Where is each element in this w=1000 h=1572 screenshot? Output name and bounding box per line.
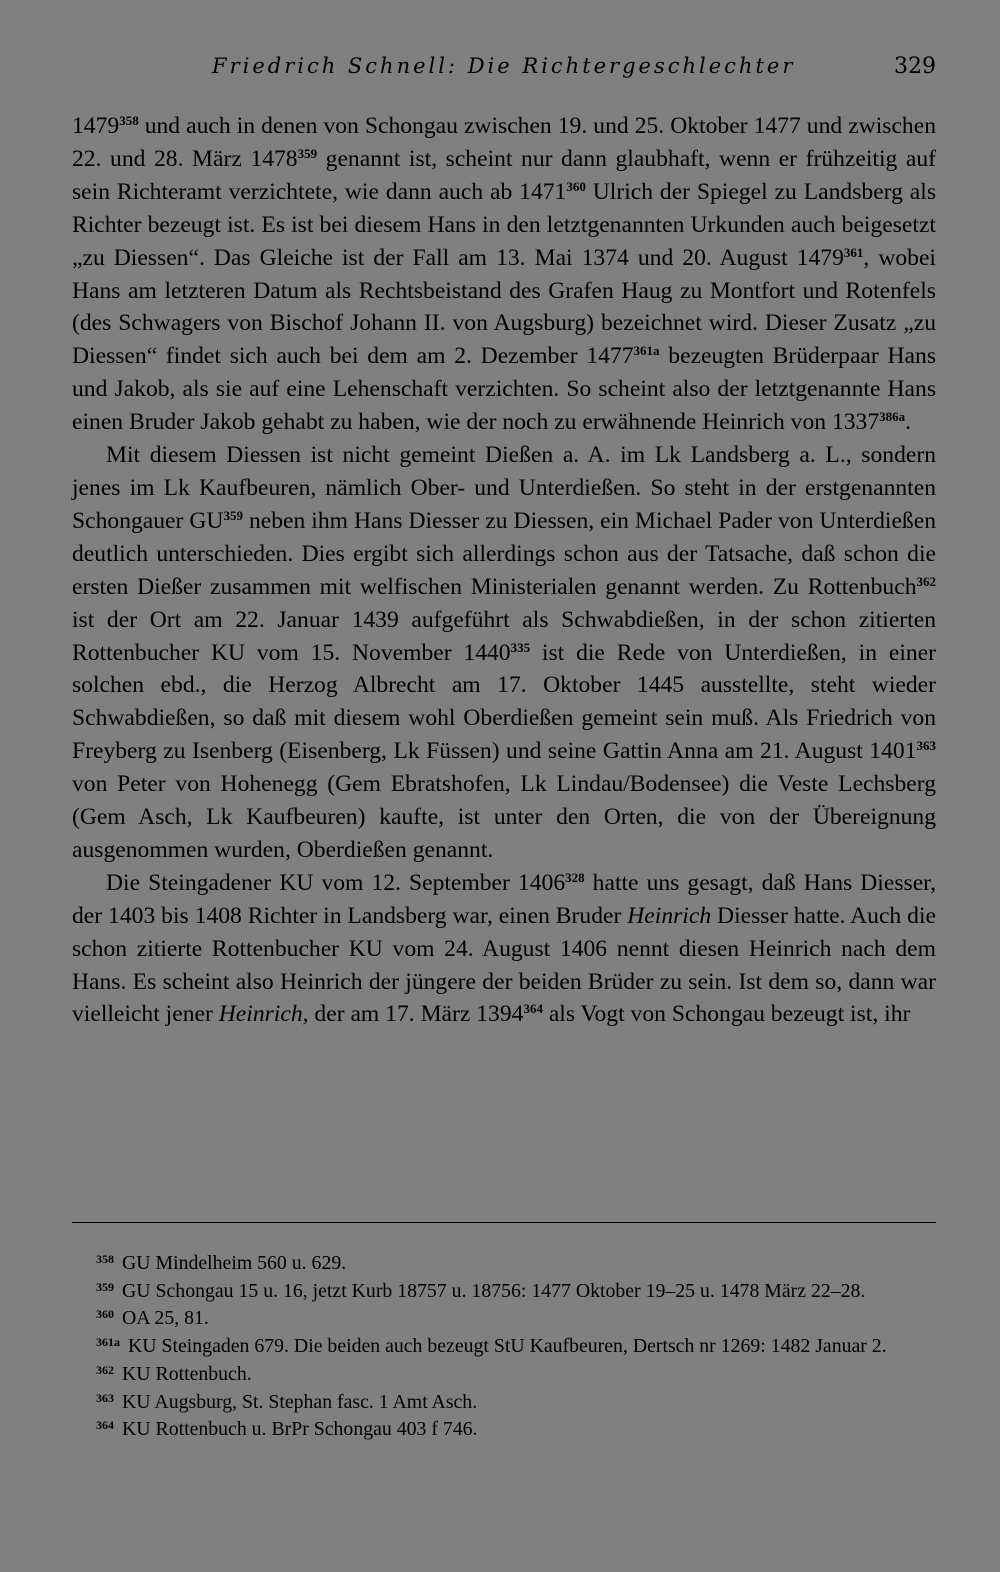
footnote [72, 1250, 936, 1278]
footnote-text: GU Schongau 15 u. 16, jetzt Kurb 18757 u. 18756: 1477 Oktober 19–25 u. 1478 März 22–28. [122, 1279, 866, 1302]
body-paragraph [72, 439, 936, 867]
footnote-text: GU Mindelheim 560 u. 629. [122, 1252, 347, 1274]
text-run: Mit diesem Diessen ist nicht gemeint Dießen a. A. im Lk Landsberg a. L., sondern jenes im Lk Kaufbeuren, nämlich Ober- und Unterdießen. So steht in der erstgenannten Schongauer GU [72, 442, 936, 534]
footnotes [72, 1250, 936, 1444]
footnote-reference: 359 [297, 145, 318, 161]
text-run: von Peter von Hohenegg (Gem Ebratshofen, Lk Lindau/Bodensee) die Veste Lechsberg (Gem Asch, Lk Kaufbeuren) kaufte, ist unter den Orten, die von der Übereignung ausgenommen wurden, Oberdießen genannt. [72, 771, 936, 863]
footnote-number: 361a [96, 1335, 120, 1350]
text-run: ist der Ort am 22. Januar 1439 aufgeführt als Schwabdießen, in der schon zitierten Rottenbucher KU vom 15. November 1440 [72, 606, 936, 666]
footnote-number: 364 [96, 1418, 114, 1433]
italic-text: Heinrich [627, 902, 712, 929]
body-paragraph [72, 867, 936, 1032]
footnote-reference: 361a [633, 343, 660, 359]
running-head [72, 54, 936, 88]
text-run: genannt ist, scheint nur dann glaubhaft, wenn er frühzeitig auf sein Richteramt verzichtete, wie dann auch ab 1471 [72, 145, 936, 205]
footnote-text: KU Rottenbuch. [122, 1362, 252, 1385]
text-run: Ulrich der Spiegel zu Landsberg als Richter bezeugt ist. Es ist bei diesem Hans in den letztgenannten Urkunden auch beigesetzt „zu Diessen“. Das Gleiche ist der Fall am 13. Mai 1374 und 20. August 1479 [72, 178, 936, 271]
text-run: , wobei Hans am letzteren Datum als Rechtsbeistand des Grafen Haug zu Montfort und Rotenfels (des Schwagers von Bischof Johann II. von Augsburg) bezeichnet wird. Dieser Zusatz „zu Diessen“ findet sich auch bei dem am 2. Dezember 1477 [72, 244, 936, 370]
footnote-text: KU Augsburg, St. Stephan fasc. 1 Amt Asch. [122, 1390, 478, 1413]
footnote-number: 358 [96, 1252, 114, 1266]
footnote-number: 362 [96, 1362, 114, 1377]
footnote-reference: 361 [843, 244, 864, 260]
book-page [72, 54, 936, 1544]
footnote-reference: 358 [119, 113, 139, 128]
text-run: der am 17. März 1394 [308, 1001, 524, 1028]
body-paragraph [72, 110, 936, 439]
footnote [72, 1278, 936, 1306]
footnote-reference: 335 [510, 639, 531, 655]
text-run: als Vogt von Schongau bezeugt ist, ihr [542, 1001, 911, 1028]
italic-text: Heinrich, [218, 1001, 309, 1028]
running-head-title: Friedrich Schnell: Die Richtergeschlechter [212, 54, 796, 78]
footnote-reference: 386a [879, 409, 906, 425]
text-run: Diesser hatte. Auch die schon zitierte Rottenbucher KU vom 24. August 1406 nennt diesen Heinrich nach dem Hans. Es scheint also Heinrich der jüngere der beiden Brüder zu sein. Ist dem so, dann war vielleicht jener [72, 902, 936, 1028]
footnote-number: 359 [96, 1279, 114, 1294]
footnote-reference: 362 [916, 573, 936, 589]
footnote-reference: 363 [916, 738, 936, 754]
footnote-text: KU Steingaden 679. Die beiden auch bezeugt StU Kaufbeuren, Dertsch nr 1269: 1482 Januar 2. [128, 1335, 887, 1358]
footnote [72, 1333, 936, 1361]
text-run: . [905, 409, 912, 436]
footnote [72, 1305, 936, 1333]
text-run: bezeugten Brüderpaar Hans und Jakob, als sie auf eine Lehenschaft verzichten. So scheint also der letztgenannte Hans einen Bruder Jakob gehabt zu haben, wie der noch zu erwähnende Heinrich von 1337 [72, 343, 936, 436]
page-number: 329 [894, 54, 936, 79]
footnote-reference: 359 [223, 507, 243, 523]
footnote [72, 1389, 936, 1417]
text-run: hatte uns gesagt, daß Hans Diesser, der 1403 bis 1408 Richter in Landsberg war, einen Bruder [72, 869, 936, 929]
footnote-text: KU Rottenbuch u. BrPr Schongau 403 f 746. [122, 1418, 478, 1441]
footnote-number: 363 [96, 1390, 114, 1405]
footnote [72, 1416, 936, 1444]
body-text [72, 110, 936, 1031]
text-run: ist die Rede von Unterdießen, in einer solchen ebd., die Herzog Albrecht am 17. Oktober 1445 ausstellte, steht wieder Schwabdießen, so daß mit diesem wohl Oberdießen gemeint sein muß. Als Friedrich von Freyberg zu Isenberg (Eisenberg, Lk Füssen) und seine Gattin Anna am 21. August 1401 [72, 639, 936, 765]
footnote-divider [72, 1222, 936, 1223]
footnote-reference: 328 [565, 869, 585, 885]
text-run: neben ihm Hans Diesser zu Diessen, ein Michael Pader von Unterdießen deutlich unterschieden. Dies ergibt sich allerdings schon aus der Tatsache, daß schon die ersten Dießer zusammen mit welfischen Ministerialen genannt werden. Zu Rottenbuch [72, 507, 936, 600]
footnote-number: 360 [96, 1307, 114, 1322]
footnote-reference: 360 [566, 178, 586, 194]
text-run: Die Steingadener KU vom 12. September 1406 [106, 869, 566, 896]
footnote-reference: 364 [523, 1001, 543, 1017]
footnote-text: OA 25, 81. [122, 1307, 209, 1330]
text-run: 1479 [72, 113, 120, 139]
footnote [72, 1361, 936, 1389]
text-run: und auch in denen von Schongau zwischen 19. und 25. Oktober 1477 und zwischen 22. und 28. März 1478 [72, 113, 936, 172]
